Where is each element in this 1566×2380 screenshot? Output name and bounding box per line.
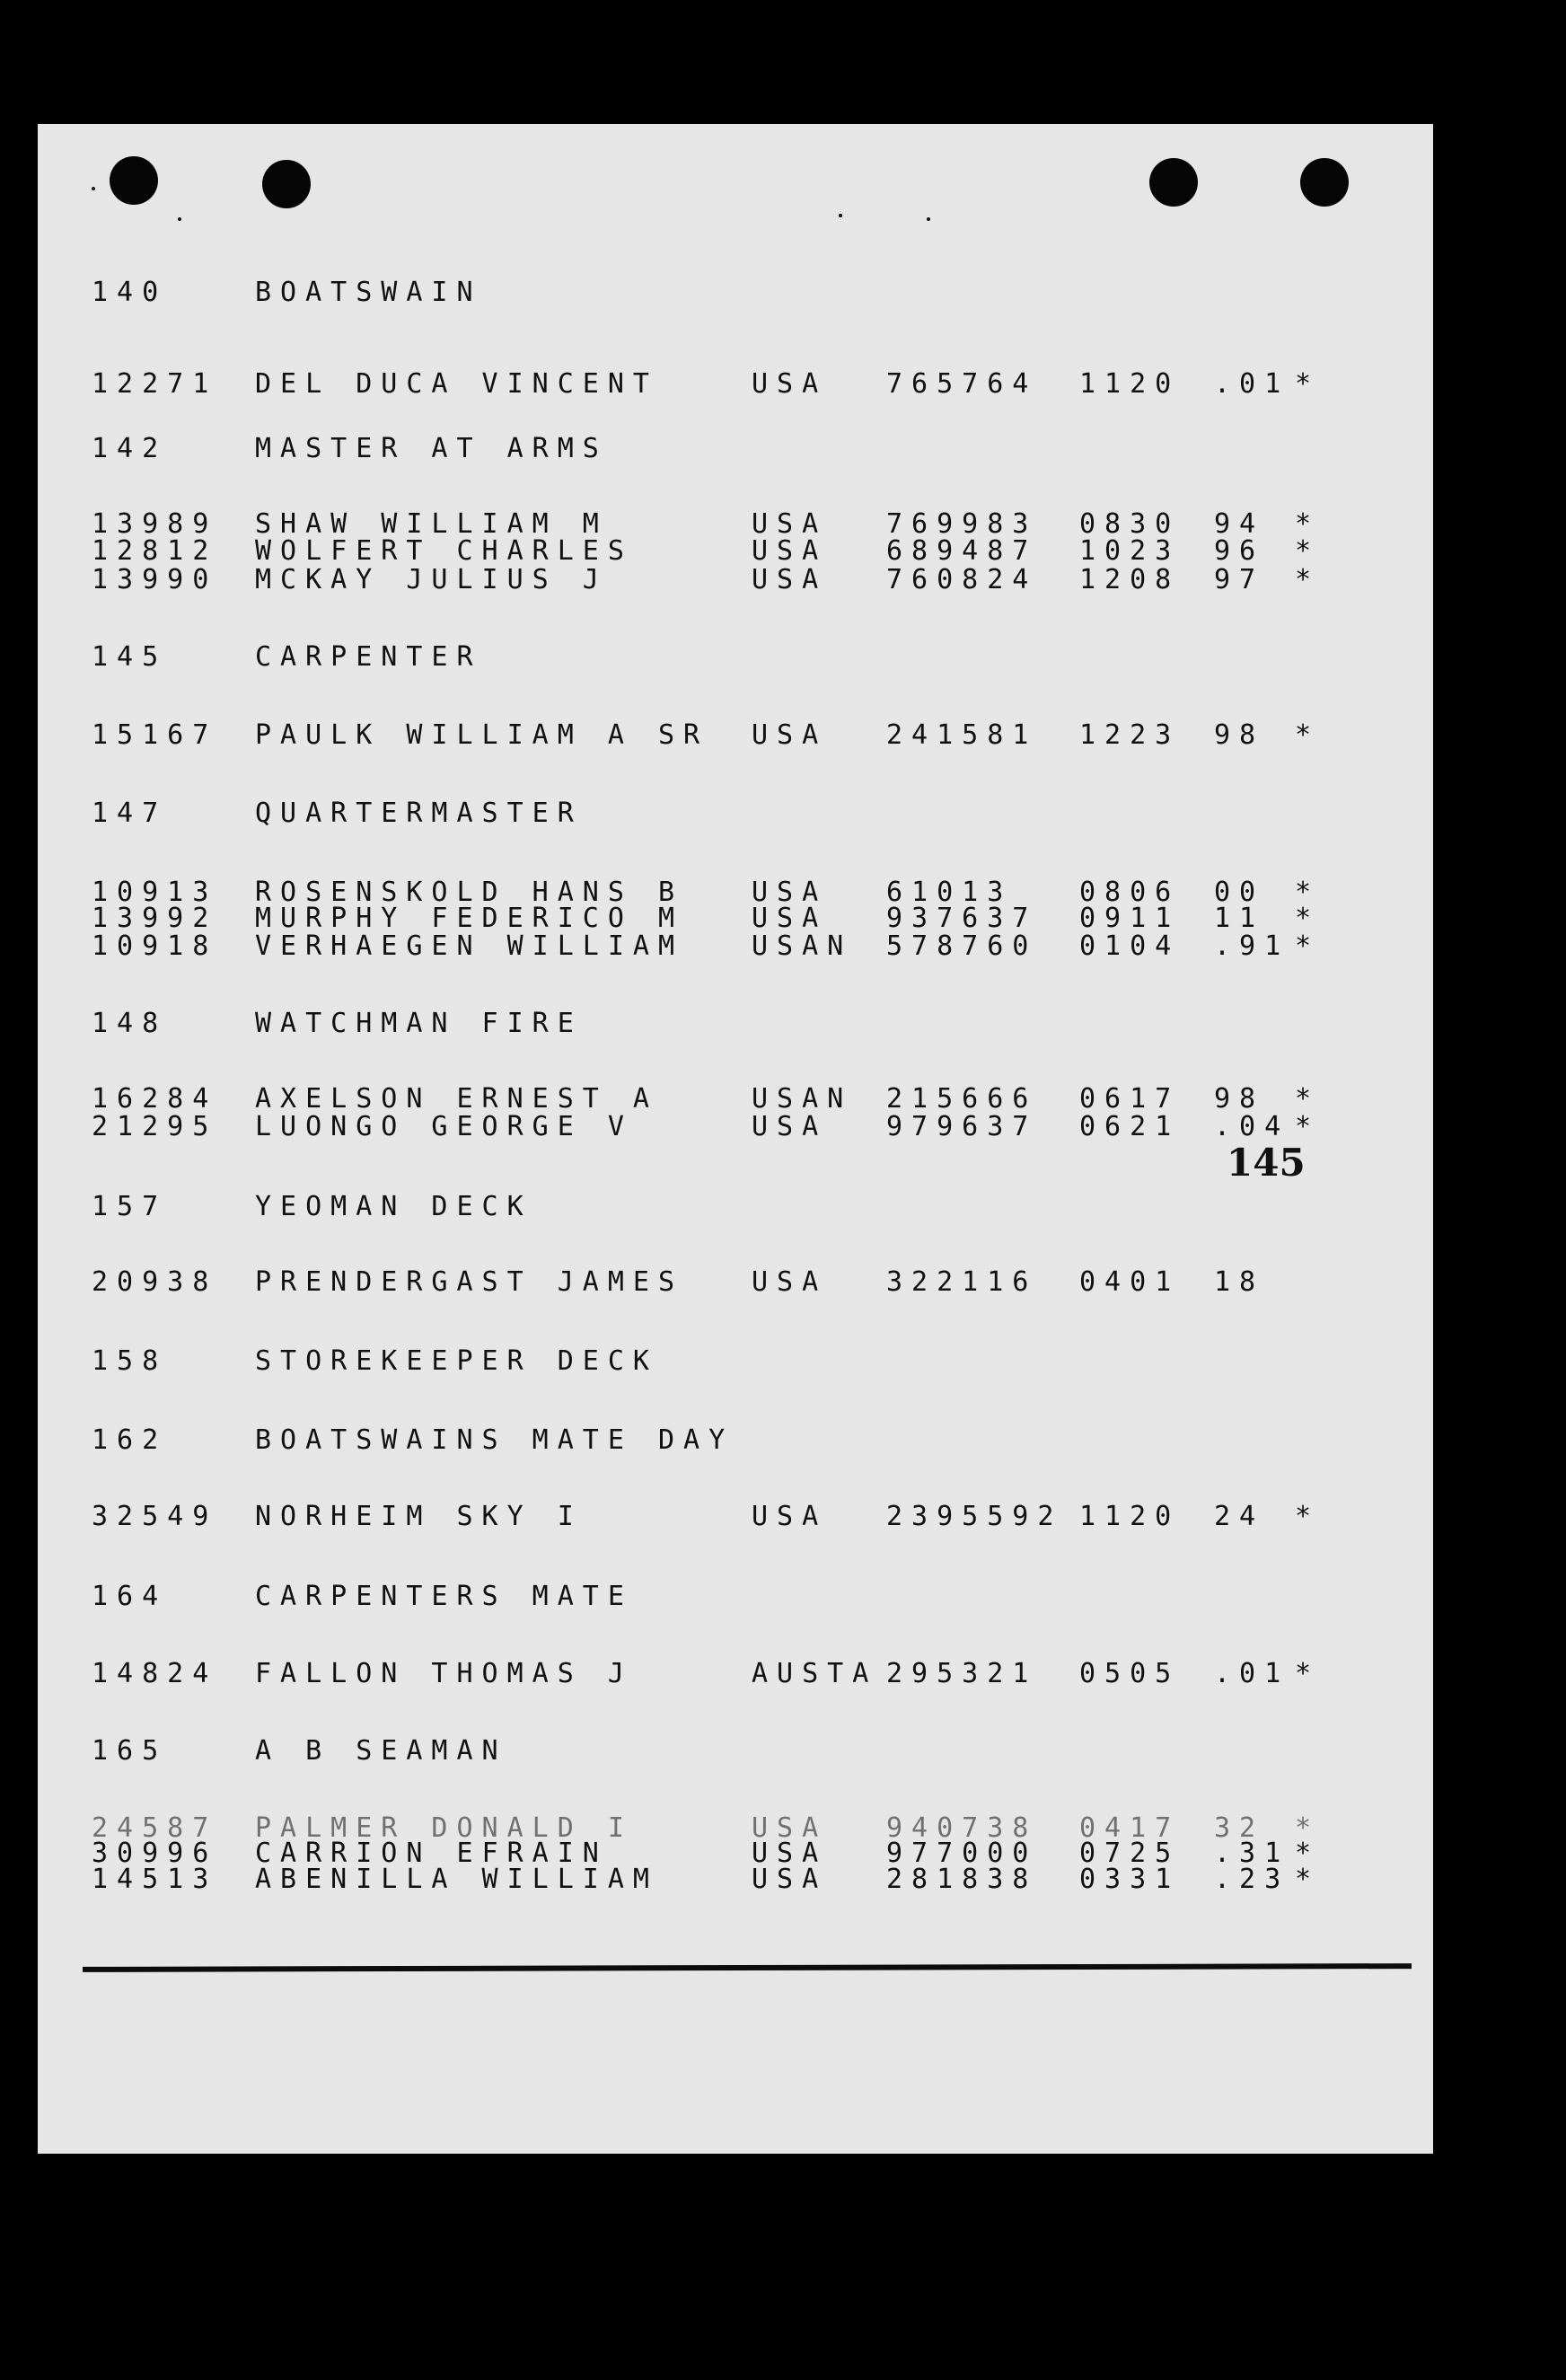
entry-value: 97 <box>1214 564 1265 595</box>
entry-mark: * <box>1295 719 1312 751</box>
entry-name: ABENILLA WILLIAM <box>255 1864 658 1895</box>
entry-number: 322116 <box>886 1266 1038 1298</box>
entry-value: 96 <box>1214 535 1265 567</box>
entry-value: 00 <box>1214 877 1265 908</box>
entry-mark: * <box>1295 1658 1312 1689</box>
entry-time: 0331 <box>1079 1864 1181 1895</box>
entry-mark: * <box>1295 564 1312 595</box>
entry-time: 0830 <box>1079 508 1181 540</box>
entry-country: USA <box>752 1111 828 1142</box>
entry-name: MURPHY FEDERICO M <box>255 903 684 934</box>
entry-time: 0417 <box>1079 1812 1181 1844</box>
section-title: A B SEAMAN <box>255 1735 507 1767</box>
entry-country: USA <box>752 1864 828 1895</box>
entry-mark: * <box>1295 1111 1312 1142</box>
entry-mark: * <box>1295 1812 1312 1844</box>
section-title: CARPENTER <box>255 641 482 673</box>
entry-value: 18 <box>1214 1266 1265 1298</box>
entry-time: 0104 <box>1079 930 1181 962</box>
entry-name: AXELSON ERNEST A <box>255 1083 658 1115</box>
section-code: 148 <box>92 1008 168 1039</box>
entry-name: PALMER DONALD I <box>255 1812 633 1844</box>
entry-value: .01 <box>1214 1658 1290 1689</box>
entry-time: 0617 <box>1079 1083 1181 1115</box>
entry-value: .23 <box>1214 1864 1290 1895</box>
entry-id: 10913 <box>92 877 218 908</box>
entry-name: PRENDERGAST JAMES <box>255 1266 684 1298</box>
entry-country: USA <box>752 903 828 934</box>
entry-number: 578760 <box>886 930 1038 962</box>
page-number-stamp: 145 <box>1227 1141 1306 1185</box>
entry-mark: * <box>1295 535 1312 567</box>
entry-number: 765764 <box>886 368 1038 400</box>
entry-country: USAN <box>752 1083 853 1115</box>
section-code: 145 <box>92 641 168 673</box>
entry-value: 98 <box>1214 1083 1265 1115</box>
section-title: STOREKEEPER DECK <box>255 1345 658 1377</box>
entry-name: PAULK WILLIAM A SR <box>255 719 709 751</box>
entry-time: 1120 <box>1079 368 1181 400</box>
entry-country: USA <box>752 564 828 595</box>
entry-number: 2395592 <box>886 1501 1063 1532</box>
entry-id: 14513 <box>92 1864 218 1895</box>
entry-country: USA <box>752 1838 828 1869</box>
section-title: YEOMAN DECK <box>255 1191 532 1222</box>
entry-number: 977000 <box>886 1838 1038 1869</box>
entry-country: USA <box>752 719 828 751</box>
entry-number: 769983 <box>886 508 1038 540</box>
entry-name: MCKAY JULIUS J <box>255 564 608 595</box>
entry-name: NORHEIM SKY I <box>255 1501 583 1532</box>
entry-number: 281838 <box>886 1864 1038 1895</box>
section-code: 164 <box>92 1581 168 1612</box>
section-title: QUARTERMASTER <box>255 798 583 829</box>
entry-mark: * <box>1295 1083 1312 1115</box>
punch-hole-icon <box>1300 158 1349 207</box>
entry-number: 689487 <box>886 535 1038 567</box>
entry-country: USA <box>752 535 828 567</box>
entry-id: 24587 <box>92 1812 218 1844</box>
entry-country: USA <box>752 368 828 400</box>
entry-id: 12812 <box>92 535 218 567</box>
entry-time: 1208 <box>1079 564 1181 595</box>
entry-id: 32549 <box>92 1501 218 1532</box>
document-page <box>38 124 1433 2154</box>
entry-name: VERHAEGEN WILLIAM <box>255 930 684 962</box>
entry-id: 10918 <box>92 930 218 962</box>
section-code: 147 <box>92 798 168 829</box>
entry-value: .91 <box>1214 930 1290 962</box>
entry-country: USA <box>752 1812 828 1844</box>
entry-name: FALLON THOMAS J <box>255 1658 633 1689</box>
entry-id: 30996 <box>92 1838 218 1869</box>
entry-time: 0621 <box>1079 1111 1181 1142</box>
entry-id: 13990 <box>92 564 218 595</box>
entry-time: 0505 <box>1079 1658 1181 1689</box>
section-title: BOATSWAIN <box>255 277 482 308</box>
section-title: WATCHMAN FIRE <box>255 1008 583 1039</box>
entry-mark: * <box>1295 1501 1312 1532</box>
entry-mark: * <box>1295 1864 1312 1895</box>
entry-value: 24 <box>1214 1501 1265 1532</box>
entry-number: 979637 <box>886 1111 1038 1142</box>
entry-number: 61013 <box>886 877 1013 908</box>
entry-country: AUSTA <box>752 1658 878 1689</box>
entry-name: ROSENSKOLD HANS B <box>255 877 684 908</box>
section-code: 165 <box>92 1735 168 1767</box>
entry-country: USA <box>752 877 828 908</box>
entry-value: 98 <box>1214 719 1265 751</box>
entry-id: 14824 <box>92 1658 218 1689</box>
entry-number: 940738 <box>886 1812 1038 1844</box>
entry-value: .01 <box>1214 368 1290 400</box>
strikethrough-line <box>83 1963 1412 1972</box>
entry-value: 11 <box>1214 903 1265 934</box>
entry-number: 760824 <box>886 564 1038 595</box>
section-title: CARPENTERS MATE <box>255 1581 633 1612</box>
entry-time: 0806 <box>1079 877 1181 908</box>
section-title: MASTER AT ARMS <box>255 433 608 464</box>
punch-hole-icon <box>110 156 158 205</box>
entry-id: 12271 <box>92 368 218 400</box>
entry-mark: * <box>1295 930 1312 962</box>
entry-country: USA <box>752 508 828 540</box>
entry-id: 20938 <box>92 1266 218 1298</box>
entry-mark: * <box>1295 508 1312 540</box>
entry-name: DEL DUCA VINCENT <box>255 368 658 400</box>
entry-value: .31 <box>1214 1838 1290 1869</box>
entry-time: 1120 <box>1079 1501 1181 1532</box>
section-code: 157 <box>92 1191 168 1222</box>
section-code: 142 <box>92 433 168 464</box>
entry-country: USA <box>752 1266 828 1298</box>
entry-name: WOLFERT CHARLES <box>255 535 633 567</box>
entry-value: 94 <box>1214 508 1265 540</box>
entry-mark: * <box>1295 1838 1312 1869</box>
section-code: 158 <box>92 1345 168 1377</box>
section-title: BOATSWAINS MATE DAY <box>255 1424 735 1456</box>
entry-id: 13989 <box>92 508 218 540</box>
entry-name: CARRION EFRAIN <box>255 1838 608 1869</box>
entry-mark: * <box>1295 368 1312 400</box>
entry-time: 0725 <box>1079 1838 1181 1869</box>
entry-time: 1223 <box>1079 719 1181 751</box>
entry-number: 295321 <box>886 1658 1038 1689</box>
entry-value: 32 <box>1214 1812 1265 1844</box>
entry-number: 937637 <box>886 903 1038 934</box>
entry-id: 13992 <box>92 903 218 934</box>
entry-value: .04 <box>1214 1111 1290 1142</box>
entry-mark: * <box>1295 903 1312 934</box>
entry-time: 1023 <box>1079 535 1181 567</box>
entry-name: SHAW WILLIAM M <box>255 508 608 540</box>
entry-number: 241581 <box>886 719 1038 751</box>
section-code: 140 <box>92 277 168 308</box>
entry-id: 21295 <box>92 1111 218 1142</box>
entry-country: USA <box>752 1501 828 1532</box>
section-code: 162 <box>92 1424 168 1456</box>
entry-time: 0401 <box>1079 1266 1181 1298</box>
entry-name: LUONGO GEORGE V <box>255 1111 633 1142</box>
punch-hole-icon <box>1149 158 1198 207</box>
entry-country: USAN <box>752 930 853 962</box>
entry-id: 16284 <box>92 1083 218 1115</box>
entry-mark: * <box>1295 877 1312 908</box>
entry-number: 215666 <box>886 1083 1038 1115</box>
punch-hole-icon <box>262 160 311 208</box>
entry-time: 0911 <box>1079 903 1181 934</box>
entry-id: 15167 <box>92 719 218 751</box>
